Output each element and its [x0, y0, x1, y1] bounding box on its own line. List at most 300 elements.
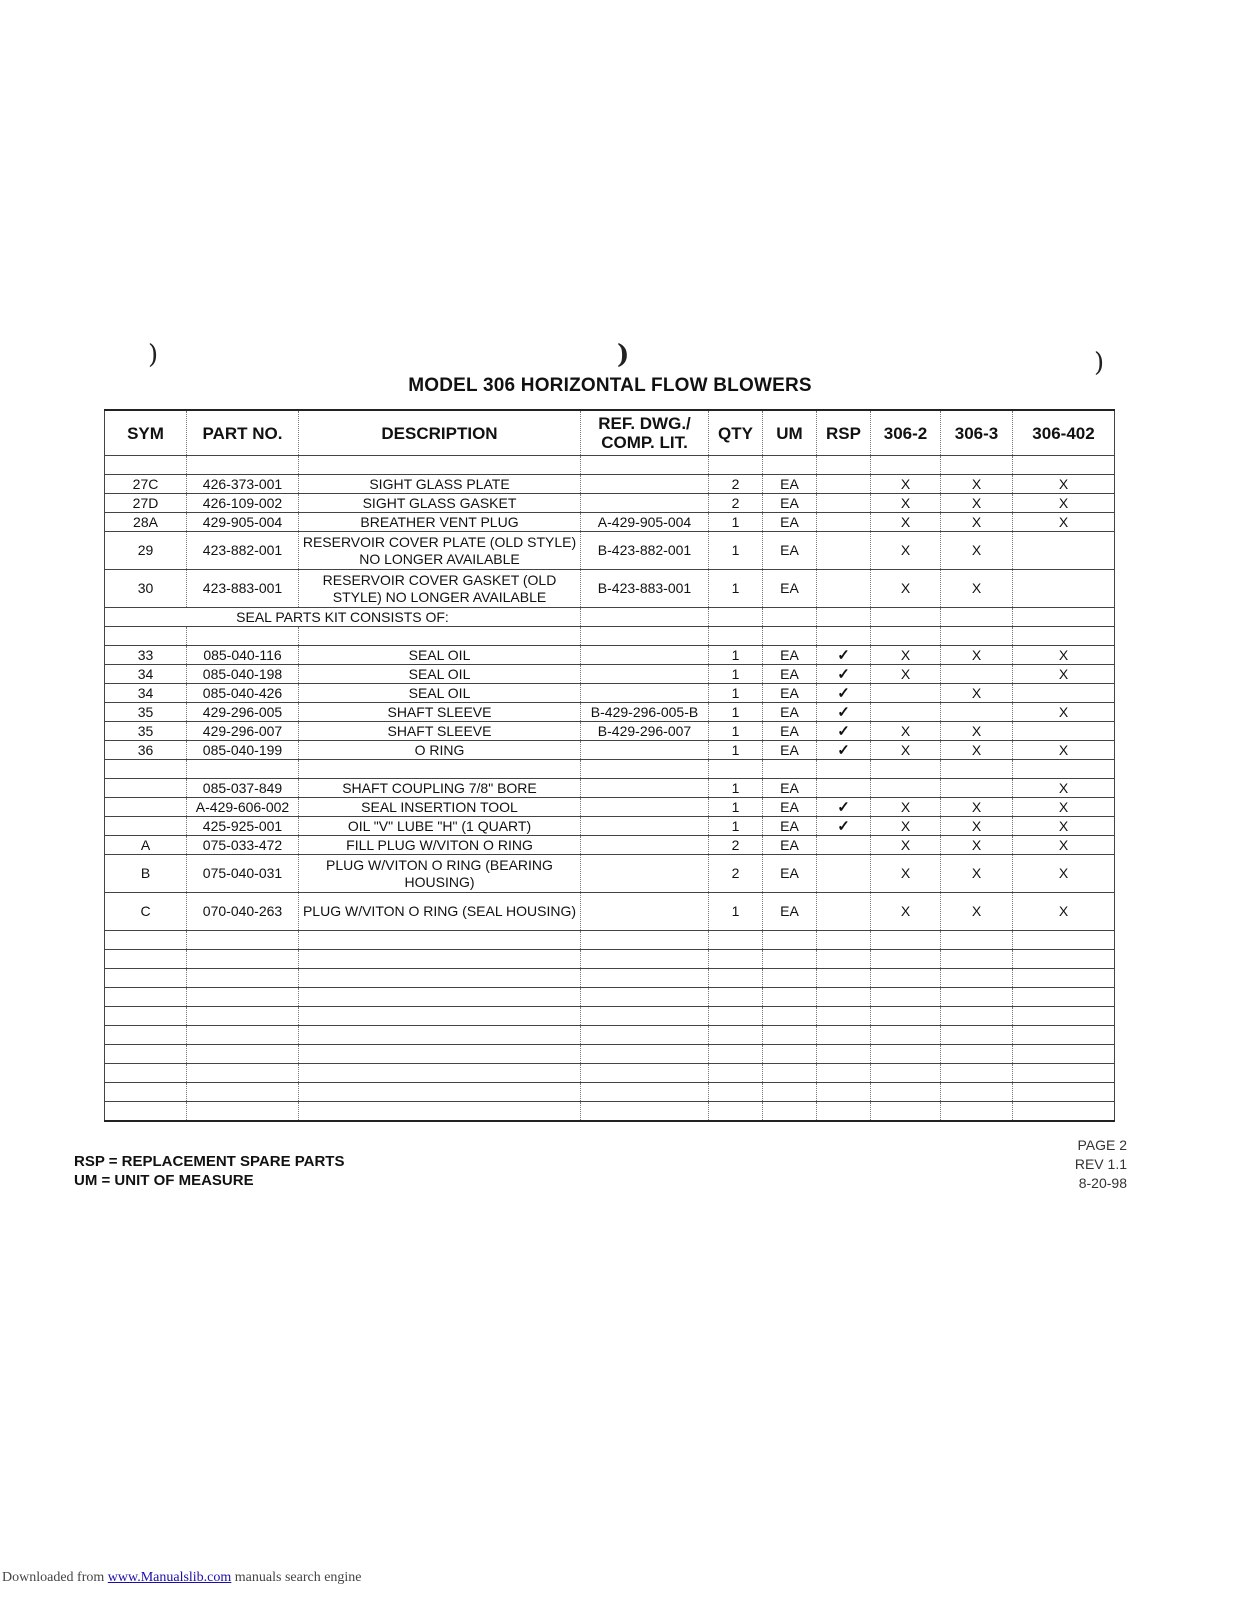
blank-cell — [763, 608, 817, 627]
cell-sym — [105, 798, 187, 817]
cell-306-3 — [941, 665, 1013, 684]
col-header-qty: QTY — [709, 410, 763, 456]
cell-um: EA — [763, 741, 817, 760]
blank-cell — [581, 627, 709, 646]
cell-306-402: X — [1013, 779, 1115, 798]
cell-306-402: X — [1013, 665, 1115, 684]
cell-part-no: 429-296-005 — [187, 703, 299, 722]
cell-um: EA — [763, 893, 817, 931]
blank-cell — [105, 1083, 187, 1102]
col-header-description: DESCRIPTION — [299, 410, 581, 456]
blank-cell — [871, 1026, 941, 1045]
blank-cell — [105, 1102, 187, 1122]
cell-um: EA — [763, 722, 817, 741]
table-row — [105, 684, 1115, 703]
blank-row — [105, 456, 1115, 475]
cell-description: SHAFT COUPLING 7/8" BORE — [299, 779, 581, 798]
cell-306-2: X — [871, 855, 941, 893]
blank-cell — [581, 1007, 709, 1026]
blank-cell — [709, 1007, 763, 1026]
blank-cell — [817, 456, 871, 475]
blank-cell — [763, 1102, 817, 1122]
cell-description: SEAL INSERTION TOOL — [299, 798, 581, 817]
cell-rsp-check — [817, 836, 871, 855]
cell-qty: 1 — [709, 817, 763, 836]
cell-sym: 27C — [105, 475, 187, 494]
binder-hole-mark-left: ) — [148, 340, 159, 370]
blank-cell — [817, 1026, 871, 1045]
empty-row — [105, 1007, 1115, 1026]
cell-part-no: 070-040-263 — [187, 893, 299, 931]
cell-description: SIGHT GLASS PLATE — [299, 475, 581, 494]
cell-306-2: X — [871, 494, 941, 513]
blank-cell — [941, 1045, 1013, 1064]
cell-306-402: X — [1013, 741, 1115, 760]
cell-um: EA — [763, 513, 817, 532]
cell-rsp-check — [817, 570, 871, 608]
cell-description: RESERVOIR COVER PLATE (OLD STYLE) NO LONGER AVAILABLE — [299, 532, 581, 570]
cell-306-3: X — [941, 684, 1013, 703]
table-row — [105, 722, 1115, 741]
blank-cell — [105, 760, 187, 779]
empty-row — [105, 950, 1115, 969]
blank-cell — [817, 1045, 871, 1064]
blank-cell — [871, 1007, 941, 1026]
blank-cell — [187, 1083, 299, 1102]
cell-rsp-check: ✓ — [817, 646, 871, 665]
blank-cell — [1013, 760, 1115, 779]
cell-306-2 — [871, 703, 941, 722]
cell-description: SEAL OIL — [299, 646, 581, 665]
legend-um: UM = UNIT OF MEASURE — [74, 1172, 254, 1189]
blank-cell — [871, 1102, 941, 1122]
blank-cell — [581, 1045, 709, 1064]
blank-cell — [709, 1102, 763, 1122]
cell-ref-dwg — [581, 817, 709, 836]
cell-306-2: X — [871, 532, 941, 570]
cell-306-3: X — [941, 817, 1013, 836]
blank-cell — [1013, 988, 1115, 1007]
table-row — [105, 817, 1115, 836]
col-header-um: UM — [763, 410, 817, 456]
cell-qty: 2 — [709, 475, 763, 494]
cell-sym: 34 — [105, 684, 187, 703]
cell-qty: 1 — [709, 722, 763, 741]
cell-ref-dwg — [581, 855, 709, 893]
blank-cell — [871, 456, 941, 475]
cell-rsp-check — [817, 855, 871, 893]
cell-306-3: X — [941, 741, 1013, 760]
blank-cell — [763, 931, 817, 950]
cell-306-402: X — [1013, 475, 1115, 494]
table-row — [105, 494, 1115, 513]
blank-cell — [187, 988, 299, 1007]
cell-306-402: X — [1013, 817, 1115, 836]
blank-cell — [709, 608, 763, 627]
blank-cell — [299, 760, 581, 779]
parts-table — [104, 409, 1115, 1122]
blank-cell — [763, 1026, 817, 1045]
cell-sym — [105, 817, 187, 836]
blank-cell — [817, 1064, 871, 1083]
blank-cell — [817, 627, 871, 646]
cell-306-402: X — [1013, 494, 1115, 513]
blank-cell — [187, 1007, 299, 1026]
blank-cell — [581, 931, 709, 950]
cell-part-no: 085-037-849 — [187, 779, 299, 798]
cell-306-402 — [1013, 722, 1115, 741]
section-row — [105, 608, 1115, 627]
cell-part-no: 075-040-031 — [187, 855, 299, 893]
cell-306-2: X — [871, 570, 941, 608]
cell-306-2: X — [871, 836, 941, 855]
blank-cell — [581, 456, 709, 475]
manualslib-link[interactable]: www.Manualslib.com — [107, 1570, 232, 1585]
cell-306-2: X — [871, 893, 941, 931]
section-label: SEAL PARTS KIT CONSISTS OF: — [105, 608, 581, 627]
blank-cell — [1013, 627, 1115, 646]
blank-cell — [709, 627, 763, 646]
cell-ref-dwg — [581, 836, 709, 855]
cell-rsp-check: ✓ — [817, 684, 871, 703]
cell-description: PLUG W/VITON O RING (SEAL HOUSING) — [299, 893, 581, 931]
cell-qty: 1 — [709, 741, 763, 760]
blank-cell — [187, 627, 299, 646]
blank-cell — [941, 456, 1013, 475]
blank-cell — [105, 1026, 187, 1045]
cell-306-2: X — [871, 513, 941, 532]
blank-cell — [105, 1064, 187, 1083]
blank-cell — [941, 969, 1013, 988]
blank-cell — [709, 1083, 763, 1102]
blank-cell — [581, 1083, 709, 1102]
cell-ref-dwg: A-429-905-004 — [581, 513, 709, 532]
cell-306-402 — [1013, 532, 1115, 570]
cell-306-3 — [941, 703, 1013, 722]
binder-hole-mark-right: ) — [1094, 348, 1105, 378]
blank-cell — [581, 950, 709, 969]
blank-cell — [105, 931, 187, 950]
blank-cell — [1013, 950, 1115, 969]
cell-um: EA — [763, 703, 817, 722]
cell-description: BREATHER VENT PLUG — [299, 513, 581, 532]
col-header-part-no: PART NO. — [187, 410, 299, 456]
blank-row — [105, 760, 1115, 779]
cell-306-3: X — [941, 570, 1013, 608]
col-header-sym: SYM — [105, 410, 187, 456]
empty-row — [105, 1026, 1115, 1045]
cell-rsp-check — [817, 532, 871, 570]
col-header-306-2: 306-2 — [871, 410, 941, 456]
cell-sym: A — [105, 836, 187, 855]
blank-cell — [871, 1045, 941, 1064]
cell-306-2: X — [871, 722, 941, 741]
cell-um: EA — [763, 684, 817, 703]
cell-306-402: X — [1013, 836, 1115, 855]
blank-cell — [941, 1102, 1013, 1122]
cell-sym: 27D — [105, 494, 187, 513]
empty-row — [105, 988, 1115, 1007]
footer-prefix: Downloaded from — [2, 1570, 108, 1585]
blank-cell — [817, 931, 871, 950]
cell-rsp-check: ✓ — [817, 722, 871, 741]
page-number: PAGE 2 — [1077, 1137, 1127, 1153]
blank-cell — [871, 1083, 941, 1102]
cell-qty: 1 — [709, 532, 763, 570]
blank-cell — [1013, 456, 1115, 475]
blank-cell — [1013, 1026, 1115, 1045]
blank-cell — [299, 1102, 581, 1122]
cell-qty: 1 — [709, 570, 763, 608]
cell-part-no: 423-883-001 — [187, 570, 299, 608]
cell-306-2: X — [871, 646, 941, 665]
cell-sym: 36 — [105, 741, 187, 760]
cell-rsp-check — [817, 494, 871, 513]
blank-cell — [581, 608, 709, 627]
blank-cell — [187, 1064, 299, 1083]
cell-sym: 33 — [105, 646, 187, 665]
cell-306-3: X — [941, 646, 1013, 665]
cell-part-no: 425-925-001 — [187, 817, 299, 836]
empty-row — [105, 1064, 1115, 1083]
blank-cell — [871, 931, 941, 950]
blank-cell — [709, 1026, 763, 1045]
blank-cell — [817, 969, 871, 988]
cell-qty: 1 — [709, 684, 763, 703]
cell-part-no: A-429-606-002 — [187, 798, 299, 817]
cell-part-no: 423-882-001 — [187, 532, 299, 570]
cell-qty: 1 — [709, 798, 763, 817]
blank-cell — [817, 608, 871, 627]
cell-rsp-check — [817, 779, 871, 798]
cell-sym — [105, 779, 187, 798]
cell-description: SHAFT SLEEVE — [299, 703, 581, 722]
cell-rsp-check: ✓ — [817, 741, 871, 760]
blank-cell — [817, 760, 871, 779]
cell-part-no: 085-040-199 — [187, 741, 299, 760]
col-header-306-402: 306-402 — [1013, 410, 1115, 456]
cell-306-2 — [871, 779, 941, 798]
blank-cell — [299, 969, 581, 988]
cell-qty: 1 — [709, 665, 763, 684]
blank-cell — [299, 456, 581, 475]
cell-qty: 1 — [709, 646, 763, 665]
blank-row — [105, 627, 1115, 646]
blank-cell — [299, 1026, 581, 1045]
empty-row — [105, 931, 1115, 950]
blank-cell — [941, 988, 1013, 1007]
cell-ref-dwg: B-429-296-007 — [581, 722, 709, 741]
blank-cell — [187, 456, 299, 475]
blank-cell — [187, 950, 299, 969]
blank-cell — [763, 1083, 817, 1102]
cell-ref-dwg — [581, 798, 709, 817]
revision: REV 1.1 — [1074, 1156, 1127, 1172]
cell-sym: 35 — [105, 722, 187, 741]
blank-cell — [187, 1102, 299, 1122]
cell-description: SIGHT GLASS GASKET — [299, 494, 581, 513]
cell-306-3: X — [941, 532, 1013, 570]
cell-306-402: X — [1013, 703, 1115, 722]
blank-cell — [709, 1064, 763, 1083]
cell-rsp-check — [817, 475, 871, 494]
blank-cell — [187, 1045, 299, 1064]
blank-cell — [581, 760, 709, 779]
cell-part-no: 085-040-426 — [187, 684, 299, 703]
cell-sym: C — [105, 893, 187, 931]
blank-cell — [299, 1064, 581, 1083]
blank-cell — [299, 988, 581, 1007]
cell-sym: 28A — [105, 513, 187, 532]
cell-description: SEAL OIL — [299, 684, 581, 703]
blank-cell — [709, 1045, 763, 1064]
blank-cell — [871, 627, 941, 646]
cell-306-402: X — [1013, 893, 1115, 931]
cell-306-2: X — [871, 741, 941, 760]
blank-cell — [871, 760, 941, 779]
blank-cell — [941, 760, 1013, 779]
blank-cell — [871, 969, 941, 988]
blank-cell — [581, 969, 709, 988]
cell-rsp-check: ✓ — [817, 798, 871, 817]
cell-part-no: 075-033-472 — [187, 836, 299, 855]
page-title: MODEL 306 HORIZONTAL FLOW BLOWERS — [408, 375, 812, 396]
cell-um: EA — [763, 798, 817, 817]
cell-ref-dwg — [581, 475, 709, 494]
cell-qty: 1 — [709, 893, 763, 931]
cell-part-no: 429-296-007 — [187, 722, 299, 741]
blank-cell — [941, 931, 1013, 950]
blank-cell — [1013, 1007, 1115, 1026]
blank-cell — [941, 627, 1013, 646]
blank-cell — [187, 760, 299, 779]
empty-row — [105, 1102, 1115, 1122]
table-row — [105, 798, 1115, 817]
cell-um: EA — [763, 836, 817, 855]
cell-ref-dwg: B-423-883-001 — [581, 570, 709, 608]
blank-cell — [709, 931, 763, 950]
cell-rsp-check: ✓ — [817, 817, 871, 836]
blank-cell — [817, 950, 871, 969]
table-row — [105, 893, 1115, 931]
blank-cell — [299, 627, 581, 646]
blank-cell — [1013, 969, 1115, 988]
blank-cell — [581, 1102, 709, 1122]
blank-cell — [941, 1007, 1013, 1026]
blank-cell — [581, 1026, 709, 1045]
cell-rsp-check — [817, 513, 871, 532]
blank-cell — [1013, 931, 1115, 950]
blank-cell — [1013, 1102, 1115, 1122]
blank-cell — [105, 627, 187, 646]
blank-cell — [709, 760, 763, 779]
cell-rsp-check — [817, 893, 871, 931]
cell-306-3: X — [941, 855, 1013, 893]
blank-cell — [763, 988, 817, 1007]
cell-306-3: X — [941, 722, 1013, 741]
blank-cell — [763, 627, 817, 646]
cell-306-402: X — [1013, 855, 1115, 893]
blank-cell — [299, 1083, 581, 1102]
binder-hole-mark-center: ) — [617, 340, 630, 370]
blank-cell — [299, 1045, 581, 1064]
cell-rsp-check: ✓ — [817, 665, 871, 684]
blank-cell — [941, 1026, 1013, 1045]
cell-306-3: X — [941, 798, 1013, 817]
col-header-ref-dwg: REF. DWG./ COMP. LIT. — [581, 410, 709, 456]
table-row — [105, 665, 1115, 684]
cell-ref-dwg — [581, 494, 709, 513]
blank-cell — [763, 456, 817, 475]
legend-rsp: RSP = REPLACEMENT SPARE PARTS — [74, 1153, 345, 1170]
table-body — [105, 456, 1115, 1122]
cell-qty: 1 — [709, 703, 763, 722]
table-row — [105, 703, 1115, 722]
cell-part-no: 429-905-004 — [187, 513, 299, 532]
blank-cell — [105, 1045, 187, 1064]
table-row — [105, 475, 1115, 494]
cell-part-no: 085-040-116 — [187, 646, 299, 665]
blank-cell — [763, 1064, 817, 1083]
blank-cell — [105, 1007, 187, 1026]
cell-part-no: 085-040-198 — [187, 665, 299, 684]
cell-qty: 2 — [709, 836, 763, 855]
blank-cell — [581, 988, 709, 1007]
blank-cell — [817, 1007, 871, 1026]
cell-ref-dwg — [581, 665, 709, 684]
blank-cell — [871, 950, 941, 969]
blank-cell — [763, 1007, 817, 1026]
blank-cell — [709, 950, 763, 969]
cell-306-3: X — [941, 836, 1013, 855]
cell-306-402: X — [1013, 798, 1115, 817]
blank-cell — [941, 1064, 1013, 1083]
blank-cell — [299, 1007, 581, 1026]
cell-description: SEAL OIL — [299, 665, 581, 684]
cell-qty: 2 — [709, 494, 763, 513]
table-row — [105, 532, 1115, 570]
cell-306-3: X — [941, 513, 1013, 532]
blank-cell — [187, 969, 299, 988]
table-row — [105, 741, 1115, 760]
cell-um: EA — [763, 817, 817, 836]
blank-cell — [871, 988, 941, 1007]
cell-306-2: X — [871, 475, 941, 494]
col-header-rsp: RSP — [817, 410, 871, 456]
table-row — [105, 570, 1115, 608]
cell-sym: 29 — [105, 532, 187, 570]
blank-cell — [581, 1064, 709, 1083]
table-header-row — [105, 410, 1115, 456]
table-row — [105, 855, 1115, 893]
blank-cell — [763, 950, 817, 969]
cell-um: EA — [763, 570, 817, 608]
cell-ref-dwg — [581, 779, 709, 798]
blank-cell — [941, 1083, 1013, 1102]
empty-row — [105, 969, 1115, 988]
revision-date: 8-20-98 — [1078, 1175, 1127, 1191]
cell-rsp-check: ✓ — [817, 703, 871, 722]
cell-306-2: X — [871, 798, 941, 817]
blank-cell — [709, 456, 763, 475]
blank-cell — [299, 950, 581, 969]
cell-306-402 — [1013, 570, 1115, 608]
cell-306-402: X — [1013, 513, 1115, 532]
blank-cell — [187, 1026, 299, 1045]
cell-306-2 — [871, 684, 941, 703]
table-row — [105, 646, 1115, 665]
blank-cell — [941, 950, 1013, 969]
